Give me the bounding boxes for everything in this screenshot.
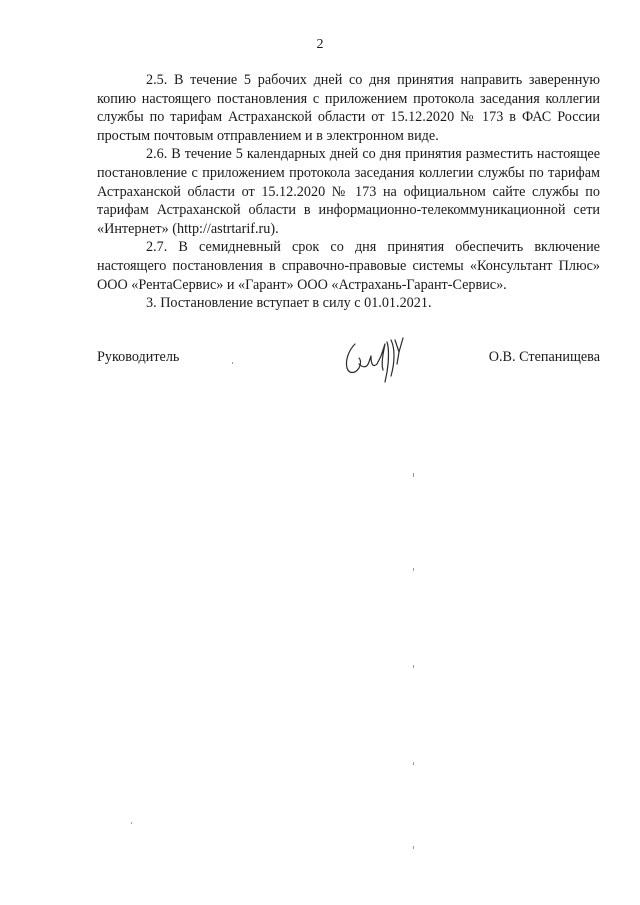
page-number: 2 (316, 37, 324, 52)
scan-artifact (413, 762, 414, 765)
paragraph-2-5: 2.5. В течение 5 рабочих дней со дня принятия направить заверенную копию настоящего постановления с приложением протокола заседания коллегии службы по тарифам Астраханской области от 15.12.2020 № 173 в ФАС России простым почтовым отправлением и в электронном виде. (97, 72, 600, 144)
signatory-title: Руководитель (97, 349, 180, 365)
signature-block (97, 348, 600, 372)
paragraph-2-7: 2.7. В семидневный срок со дня принятия обеспечить включение настоящего постановления в справочно-правовые системы «Консультант Плюс» ООО «РентаСервис» и «Гарант» ООО «Астрахань-Гарант-Сервис». (97, 239, 600, 293)
paragraph-3: 3. Постановление вступает в силу с 01.01.2021. (146, 295, 432, 312)
scan-artifact (413, 665, 414, 668)
paragraph-2-6: 2.6. В течение 5 календарных дней со дня принятия разместить настоящее постановление с приложением протокола заседания коллегии службы по тарифам Астраханской области от 15.12.2020 № 173 на официальном сайте службы по тарифам Астраханской области в информационно-телекоммуникационной сети «Интернет» (http://astrtarif.ru). (97, 146, 600, 237)
scan-artifact (413, 568, 414, 571)
scan-artifact (413, 473, 414, 477)
signatory-name: О.В. Степанищева (488, 349, 600, 365)
handwritten-signature (341, 334, 415, 386)
scan-artifact (232, 362, 233, 364)
document-body (97, 71, 600, 313)
scan-artifact (131, 822, 132, 824)
scan-artifact (413, 846, 414, 849)
